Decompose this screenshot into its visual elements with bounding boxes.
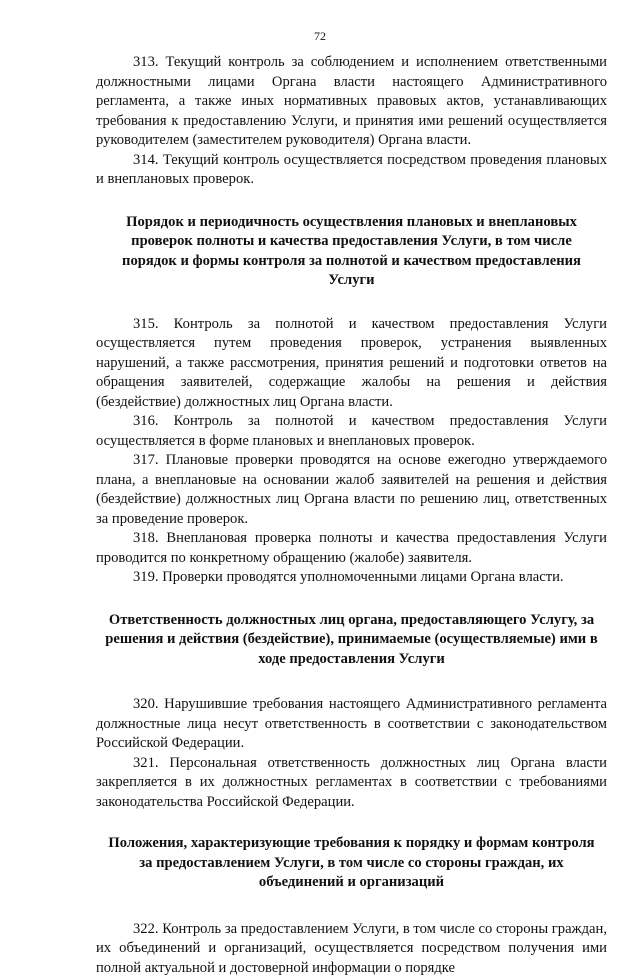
paragraph-319: 319. Проверки проводятся уполномоченными лицами Органа власти.: [96, 568, 607, 588]
section-heading-control-forms: Положения, характеризующие требования к порядку и формам контроля за предоставлением Услуги, в том числе со стороны граждан, их объединений и организаций: [96, 834, 607, 893]
paragraph-318: 318. Внеплановая проверка полноты и качества предоставления Услуги проводится по конкретному обращению (жалобе) заявителя.: [96, 529, 607, 568]
paragraph-313: 313. Текущий контроль за соблюдением и исполнением ответственными должностными лицами Органа власти настоящего Административного регламента, а также иных нормативных правовых актов, устанавливающих требования к предоставлению Услуги, и принятия ими решений осуществляется руководителем (заместителем руководителя) Органа власти.: [96, 53, 607, 151]
paragraph-321: 321. Персональная ответственность должностных лиц Органа власти закрепляется в их должностных регламентах в соответствии с требованиями законодательства Российской Федерации.: [96, 754, 607, 813]
paragraph-317: 317. Плановые проверки проводятся на основе ежегодно утверждаемого плана, а внеплановые на основании жалоб заявителей на решения и действия (бездействие) должностных лиц Органа власти по решению лиц, ответственных за проведение проверок.: [96, 451, 607, 529]
page-number: 72: [0, 29, 640, 43]
section-heading-inspections: Порядок и периодичность осуществления плановых и внеплановых проверок полноты и качества предоставления Услуги, в том числе порядок и формы контроля за полнотой и качеством предоставления Услуги: [96, 213, 607, 291]
page-content: [96, 53, 607, 978]
paragraph-320: 320. Нарушившие требования настоящего Административного регламента должностные лица несут ответственность в соответствии с законодательством Российской Федерации.: [96, 695, 607, 754]
paragraph-316: 316. Контроль за полнотой и качеством предоставления Услуги осуществляется в форме плановых и внеплановых проверок.: [96, 412, 607, 451]
paragraph-315: 315. Контроль за полнотой и качеством предоставления Услуги осуществляется путем проведения проверок, устранения выявленных нарушений, а также рассмотрения, принятия решений и подготовки ответов на обращения заявителей, содержащие жалобы на решения и действия (бездействие) должностных лиц Органа власти.: [96, 315, 607, 413]
section-heading-responsibility: Ответственность должностных лиц органа, предоставляющего Услугу, за решения и действия (бездействие), принимаемые (осуществляемые) ими в ходе предоставления Услуги: [96, 611, 607, 670]
paragraph-322: 322. Контроль за предоставлением Услуги, в том числе со стороны граждан, их объединений и организаций, осуществляется посредством получения ими полной актуальной и достоверной информации о порядке: [96, 920, 607, 978]
paragraph-314: 314. Текущий контроль осуществляется посредством проведения плановых и внеплановых проверок.: [96, 151, 607, 190]
